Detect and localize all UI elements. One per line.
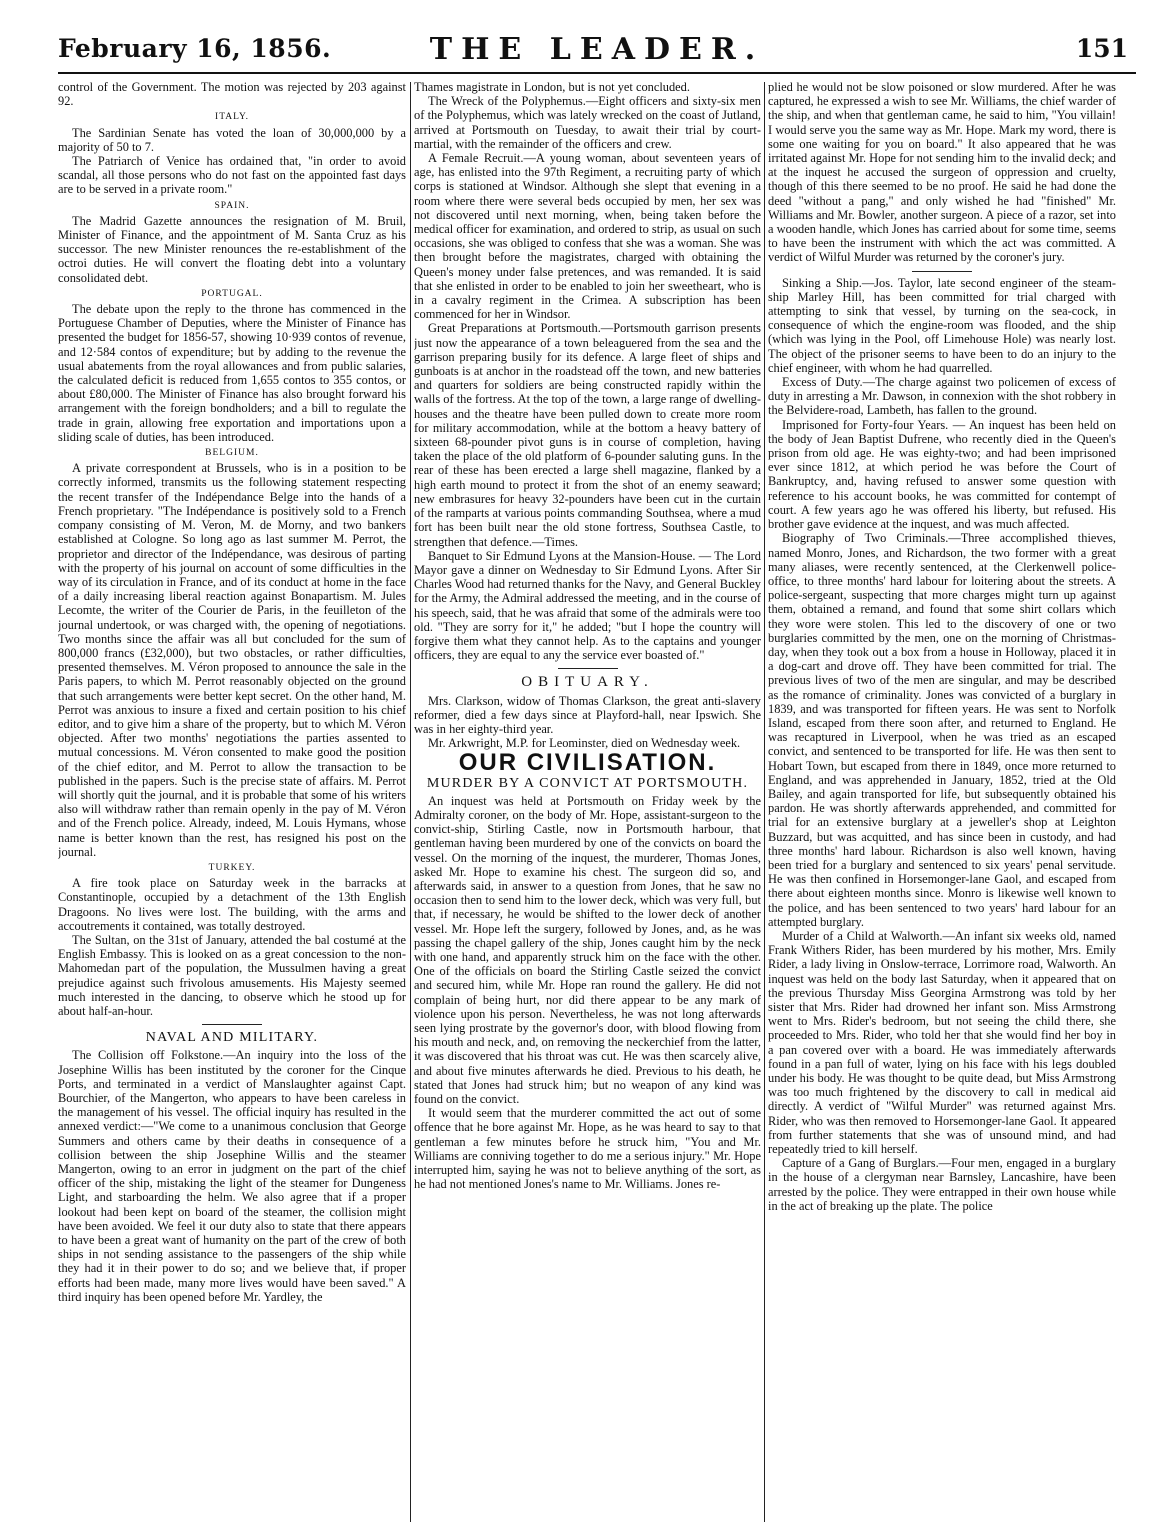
paragraph: It would seem that the murderer committed the act out of some offence that he bore against Mr. Hope, as he was heard to say to that gentleman a few minutes before he struck him, "You and Mr. Williams are conniving together to do me a serious injury." Mr. Hope interrupted him, saying he was not to believe anything of the sort, as he had not mentioned Jones's name to Mr. Williams. Jones re- <box>414 1106 761 1192</box>
paragraph: The Patriarch of Venice has ordained that, "in order to avoid scandal, all those persons who do not fast on the appointed fast days are to be served in a private room." <box>58 154 406 197</box>
page-number: 151 <box>1075 34 1128 63</box>
section-subheading-italy: ITALY. <box>215 112 249 123</box>
paragraph: Capture of a Gang of Burglars.—Four men, engaged in a burglary in the house of a clergyman near Barnsley, Lancashire, have been arrested by the police. They were entrapped in their own house while in the act of breaking up the plate. The police <box>768 1156 1116 1213</box>
section-heading-obituary: OBITUARY. <box>521 674 654 691</box>
paragraph: plied he would not be slow poisoned or slow murdered. After he was captured, he expressed a wish to see Mr. Williams, the chief warder of the ship, and when that gentleman came, he said to him, "You villain! I would serve you the same way as Mr. Hope. Mark my word, there is some one waiting for you on board." It also appeared that he was irritated against Mr. Hope for not sending him to the invalid deck; and at the inquest he accused the surgeon of oppression and cruelty, though of this there seemed to be no proof. He said he had done the deed "without a pang," and only wished he had "finished" Mr. Williams and Mr. Bowler, another surgeon. A piece of a razor, set into a wooden handle, which Jones has carried about for some time, seems to have been the instrument with which the act was committed. A verdict of Wilful Murder was returned by the coroner's jury. <box>768 80 1116 265</box>
section-divider <box>558 668 618 669</box>
column-3 <box>768 80 1116 1525</box>
paragraph: The Madrid Gazette announces the resignation of M. Bruil, Minister of Finance, and the appointment of M. Santa Cruz as his successor. The new Minister renounces the re-establishment of the octroi duties. He will convert the floating debt into a voluntary consolidated debt. <box>58 213 406 285</box>
paragraph: Imprisoned for Forty-four Years. — An inquest has been held on the body of Jean Baptist Dufrene, who recently died in the Queen's prison from old age. He was eighty-two; and had been imprisoned ever since 1812, at which period he was before the Court of Bankruptcy, and, having refused to answer some question with reference to his account books, he was committed for contempt of court. A few years ago he was offered his liberty, but refused. His brother gave evidence at the inquest, and was much affected. <box>768 417 1116 532</box>
paragraph: Excess of Duty.—The charge against two policemen of excess of duty in arresting a Mr. Dawson, in connexion with the shot robbery in the Belvidere-road, Lambeth, has fallen to the ground. <box>768 375 1116 418</box>
paragraph: Murder of a Child at Walworth.—An infant six weeks old, named Frank Withers Rider, has been murdered by his mother, Mrs. Emily Rider, a lady living in Onslow-terrace, Lorrimore road, Walworth. An inquest was held on the body last Saturday, when it appeared that on the previous Thursday Miss Georgina Armstrong was told by her sister that Mrs. Rider had drowned her infant son. Miss Armstrong went to Mrs. Rider's bedroom, but not seeing the child there, she proceeded to Mrs. Rider, who told her that she would find her boy in a pan covered over with a board. He was immediately afterwards found in a pan full of water, lying on his face with his legs doubled under his body. He was thought to be quite dead, but Miss Armstrong was too much frightened by the discovery to call in medical aid directly. A verdict of "Wilful Murder" was returned against Mrs. Rider, who was then removed to Horsemonger-lane Gaol. It appeared from further statements that she was of unsound mind, and had repeatedly tried to kill herself. <box>768 928 1116 1157</box>
paragraph: A private correspondent at Brussels, who is in a position to be correctly informed, transmits us the following statement respecting the recent transfer of the Indépendance Belge into the hands of a French proprietary. "The Indépendance is positively sold to a French company consisting of M. Veron, M. de Morny, and two bankers established at Cologne. So long ago as last summer M. Perrot, the proprietor and director of the Indépendance, was desirous of parting with the property of his journal on account of some difficulties in the way of its circulation in France, and of its conduct at home in the face of a daily increasing liberal reaction against Bonapartism. M. Jules Lecomte, the writer of the Courier de Paris, in the feuilleton of the journal undertook, or was charged with, the opening of negotiations. Two months since the affair was all but concluded for the sum of 800,000 francs (£32,000), but two obstacles, or rather difficulties, presented themselves. M. Véron proposed to announce the sale in the Paris papers, to which M. Perrot reasonably objected on the ground that such arrangements were better kept secret. On the other hand, M. Perrot was anxious to insure a fixed and certain position to his chief editor, and to give him a share of the property, but to which M. Véron objected. After two months' negotiations the parties assented to mutual concessions. M. Véron consented to make good the position of the chief editor, and M. Perrot to allow the transaction to be published in the papers. Such is the precise state of affairs. M. Perrot will shortly quit the journal, and it is probable that some of his writers also will withdraw rather than remain openly in the pay of M. Véron and of the French police. Already, indeed, M. Louis Hymans, whose name is better known than the rest, has resigned his post on the journal. <box>58 461 406 859</box>
paragraph: Biography of Two Criminals.—Three accomplished thieves, named Monro, Jones, and Richardson, the two former with a great many aliases, were recently sentenced, at the Clerkenwell police-office, to three months' hard labour for loitering about the streets. A police-sergeant, suspecting that more charges might turn up against them, obtained a remand, and found that some shirt collars which they wore were stolen. This led to the discovery of one or two burglaries committed by the men, one on the morning of Christmas-day, when they took out a box from a house in Holloway, placed it in a dog-cart and drove off. They have been committed for trial. The previous lives of two of the men are singular, and may be described as the romance of criminality. Jones was convicted of a burglary in 1839, and was transported for fifteen years. He was sent to Norfolk Island, escaped from there soon after, and returned to England. He was recaptured in Liverpool, when he was tried as an escaped convict, and sentenced to be transported for life. He was then sent to Hobart Town, but escaped from there in 1849, once more returned to England, and was apprehended in January, 1852, tried at the Old Bailey, and again transported for life, but subsequently obtained his pardon. He was shortly afterwards apprehended, and committed for trial for an extensive burglary at a jeweller's shop at Leighton Buzzard, but was acquitted, and has since been in custody, and had three months' hard labour. Richardson is also well known, having been tried for a burglary and sentenced to six years' penal servitude. He was then confined in Horsemonger-lane Gaol, and escaped from there about eighteen months since. Monro is likewise well known to the police, and has been sentenced to two years' hard labour for an attempted burglary. <box>768 531 1116 929</box>
column-divider <box>410 82 411 1522</box>
section-heading-our-civilisation: OUR CIVILISATION. <box>458 749 717 777</box>
paragraph: Banquet to Sir Edmund Lyons at the Mansion-House. — The Lord Mayor gave a dinner on Wednesday to Sir Edmund Lyons. After Sir Charles Wood had returned thanks for the Navy, and General Buckley for the Army, the Admiral addressed the meeting, and in the course of his speech, said, that he was afraid that some of the admirals were too old. "They are sorry for it," he added; "but I hope the country will forgive them what they cannot help. As to the captains and younger officers, they are equal to any the service ever boasted of." <box>414 548 761 663</box>
section-subheading-turkey: TURKEY. <box>208 862 256 873</box>
section-heading-naval: NAVAL AND MILITARY. <box>145 1030 319 1046</box>
column-divider <box>764 82 765 1522</box>
paragraph: Mr. Arkwright, M.P. for Leominster, died on Wednesday week. <box>428 736 741 751</box>
paragraph: The Collision off Folkstone.—An inquiry into the loss of the Josephine Willis has been instituted by the coroner for the Cinque Ports, and terminated in a verdict of Manslaughter against Capt. Bourchier, of the Mangerton, who appears to have been careless in the management of his vessel. The official inquiry has resulted in the annexed verdict:—"We come to a unanimous conclusion that George Summers and others came by their deaths in consequence of a collision between the ship Josephine Willis and the steamer Mangerton, owing to an error in judgment on the part of the chief officer of the ship, mistaking the light of the steamer for Dungeness Light, and starboarding the helm. We also agree that if a proper lookout had been kept on board of the steamer, the collision might have been avoided. We feel it our duty also to state that there appears to have been a great want of humanity on the part of the crew of both ships in not sending assistance to the passengers of the ship while they had it in their power to do so; and we believe that, if proper efforts had been made, many more lives would have been saved." A third inquiry has been opened before Mr. Yardley, the <box>58 1048 406 1304</box>
newspaper-title: THE LEADER. <box>429 32 765 67</box>
paragraph: An inquest was held at Portsmouth on Friday week by the Admiralty coroner, on the body of Mr. Hope, assistant-surgeon to the convict-ship, Stirling Castle, now in Portsmouth harbour, that gentleman having been murdered by one of the convicts on board the vessel. On the morning of the inquest, the murderer, Thomas Jones, asked Mr. Hope to examine his chest. The surgeon did so, and afterwards said, in answer to a question from Jones, that he saw no occasion then to send him to the lower deck, which was very full, but that, if necessary, he would be shifted to the lower deck of another vessel. Mr. Hope left the surgery, followed by Jones, and, as he was passing the chapel gallery of the ship, Jones caught him by the neck with one hand, and apparently struck him on the face with the other. One of the officials on board the Stirling Castle seized the convict and secured him, while Mr. Hope ran round the gallery. He did not complain of being hurt, nor did there appear to be any mark of violence upon his person. Nevertheless, he was not long afterwards seen lying prostrate by the governor's door, with blood flowing from his mouth and neck, and, on removing the neckerchief from the latter, it was discovered that his throat was cut. He was then scarcely alive, and about five minutes afterwards he died. Previous to his death, he stated that Jones had struck him; but no weapon of any kind was found on the convict. <box>414 793 761 1107</box>
article-heading-murder: MURDER BY A CONVICT AT PORTSMOUTH. <box>426 775 749 791</box>
paragraph: Thames magistrate in London, but is not yet concluded. <box>414 80 690 94</box>
section-subheading-spain: SPAIN. <box>214 200 250 211</box>
paragraph: A fire took place on Saturday week in the barracks at Constantinople, occupied by a detachment of the 13th English Dragoons. No lives were lost. The building, with the arms and accoutrements it contained, was totally destroyed. <box>58 876 406 933</box>
paragraph: Sinking a Ship.—Jos. Taylor, late second engineer of the steam-ship Marley Hill, has been committed for trial charged with attempting to sink that vessel, by turning on the sea-cock, in consequence of which the engine-room was flooded, and the ship (which was lying in the Pool, off Limehouse Hole) was nearly lost. The object of the prisoner seems to have been to do an injury to the chief engineer, with whom he had quarrelled. <box>768 275 1116 375</box>
section-subheading-portugal: PORTUGAL. <box>201 288 263 299</box>
paragraph: The Sardinian Senate has voted the loan of 30,000,000 by a majority of 50 to 7. <box>58 125 406 154</box>
section-subheading-belgium: BELGIUM. <box>205 448 259 459</box>
paragraph: A Female Recruit.—A young woman, about seventeen years of age, has enlisted into the 97th Regiment, a recruiting party of which corps is stationed at Windsor. Although she slept that evening in a room where there were several beds occupied by men, her sex was not discovered until next morning, when, being taken before the medical officer for examination, and ordered to strip, as usual on such occasions, she was obliged to confess that she was a woman. She was then brought before the magistrates, charged with obtaining the Queen's money under false pretences, and was remanded. It is said that she enlisted in order to be enabled to join her sweetheart, who is in a cavalry regiment in the Crimea. A subscription has been commenced for her in Windsor. <box>414 151 761 322</box>
paragraph: The Wreck of the Polyphemus.—Eight officers and sixty-six men of the Polyphemus, which was lately wrecked on the coast of Jutland, arrived at Portsmouth on Tuesday, to await their trial by court-martial, with the remainder of the officers and crew. <box>414 94 761 151</box>
section-divider <box>912 271 972 272</box>
paragraph: control of the Government. The motion was rejected by 203 against 92. <box>58 80 406 109</box>
masthead-rule <box>58 72 1136 74</box>
paragraph: The Sultan, on the 31st of January, attended the bal costumé at the English Embassy. This is looked on as a great concession to the non-Mahomedan part of the population, the Mussulmen having a great prejudice against such frivolous amusements. His Majesty seemed much interested in the dancing, to observe which he stood up for about half-an-hour. <box>58 932 406 1018</box>
paragraph: Great Preparations at Portsmouth.—Portsmouth garrison presents just now the appearance of a town beleaguered from the sea and the garrison preparing busily for its defence. A large fleet of ships and gunboats is at anchor in the roadstead off the town, and new batteries and quarters for soldiers are being constructed rapidly within the walls of the fortress. At the top of the town, a large range of dwelling-houses and the theatre have been pulled down to create more room for military accommodation, while at the bottom a heavy battery of sixteen 68-pounder pivot guns is in course of completion, having taken the place of the old platform of 6-pounder saluting guns. In the rear of these has been erected a large shell magazine, flanked by a high earth mound to protect it from the shot of an enemy seaward; new embrasures for heavy 32-pounders have been cut in the curtain of the ramparts at various points commanding Southsea, where a mud fort has been built near the old stone fortress, Southsea Castle, to strengthen that defence.—Times. <box>414 321 761 549</box>
paragraph: The debate upon the reply to the throne has commenced in the Portuguese Chamber of Deputies, where the Minister of Finance has presented the budget for 1856-57, showing 10·939 contos of revenue, and 12·584 contos of expenditure; but by adding to the revenue the usual abatements from the royal allowances and from public salaries, the calculated deficit is reduced from 1,655 contos to 355 contos, or about £80,000. The Minister of Finance has also brought forward his arrangement with the foreign bondholders; and a bill to regulate the trade in grain, allowing free exportation and importations upon a sliding scale of duties, has been introduced. <box>58 302 406 444</box>
masthead <box>58 26 1136 70</box>
paragraph: Mrs. Clarkson, widow of Thomas Clarkson, the great anti-slavery reformer, died a few days since at Playford-hall, near Ipswich. She was in her eighty-third year. <box>414 693 761 736</box>
section-divider <box>202 1024 262 1025</box>
column-1 <box>58 80 406 1525</box>
column-2 <box>414 80 761 1525</box>
issue-date: February 16, 1856. <box>58 34 332 63</box>
